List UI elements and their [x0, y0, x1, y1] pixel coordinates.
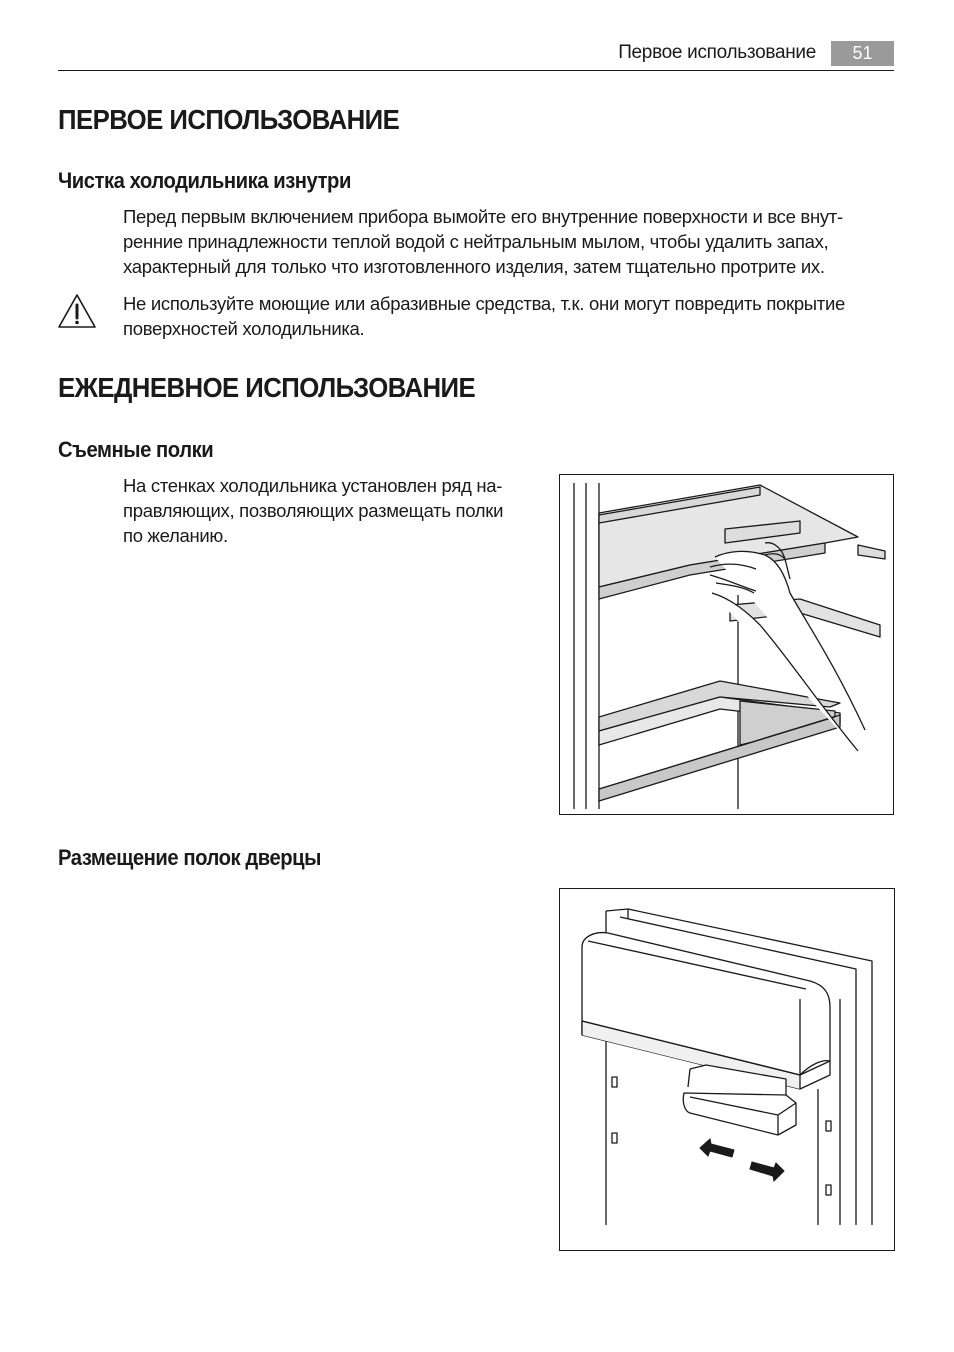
- text-line: ренние принадлежности теплой водой с нейтральным мылом, чтобы удалить запах,: [123, 231, 829, 252]
- text-line: по желанию.: [123, 525, 228, 546]
- text-line: поверхностей холодильника.: [123, 318, 365, 339]
- text-line: правляющих, позволяющих размещать полки: [123, 500, 504, 521]
- text-line: Перед первым включением прибора вымойте его внутренние поверхности и все внут-: [123, 206, 843, 227]
- door-shelf-drawing: [560, 889, 894, 1250]
- section-heading-first-use: ПЕРВОЕ ИСПОЛЬЗОВАНИЕ: [58, 104, 400, 135]
- text-line: Не используйте моющие или абразивные средства, т.к. они могут повредить покрытие: [123, 293, 845, 314]
- subheading-removable-shelves: Съемные полки: [58, 437, 214, 462]
- text-line: характерный для только что изготовленного изделия, затем тщательно протрите их.: [123, 256, 825, 277]
- cleaning-paragraph: [123, 204, 843, 279]
- double-arrow-icon: [700, 1139, 784, 1181]
- header-divider: [58, 70, 894, 71]
- page-number: 51: [831, 41, 894, 66]
- warning-triangle-icon: [56, 292, 98, 330]
- subheading-cleaning: Чистка холодильника изнутри: [58, 168, 351, 193]
- section-heading-daily-use: ЕЖЕДНЕВНОЕ ИСПОЛЬЗОВАНИЕ: [58, 372, 476, 403]
- subheading-door-shelves: Размещение полок дверцы: [58, 845, 321, 870]
- text-line: На стенках холодильника установлен ряд на-: [123, 475, 503, 496]
- running-header-title: Первое использование: [618, 42, 816, 63]
- door-shelf-illustration: [559, 888, 895, 1251]
- warning-paragraph: [123, 291, 845, 341]
- shelves-illustration: [559, 474, 894, 815]
- shelves-drawing: [560, 475, 893, 814]
- shelves-paragraph: [123, 473, 503, 548]
